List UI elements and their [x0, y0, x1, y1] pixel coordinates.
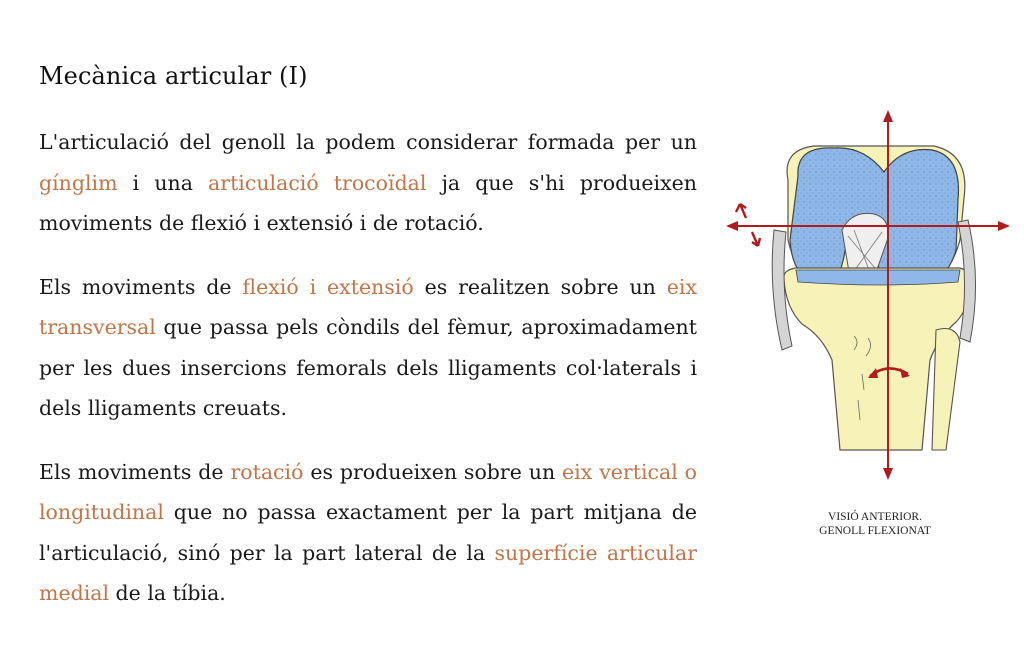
highlighted-term: rotació	[230, 459, 304, 484]
text-segment: i una	[117, 170, 209, 195]
highlighted-term: articulació trocoïdal	[208, 170, 427, 195]
text-segment: que passa pels còndils del fèmur, aproximadament per les dues insercions femorals dels lligaments col·laterals i dels lligaments creuats.	[39, 315, 697, 420]
flexion-arrow-down	[752, 232, 760, 246]
fibula-bone	[932, 329, 960, 451]
text-segment: ja que s'hi produeixen moviments de flexió i extensió i de rotació.	[39, 170, 697, 235]
figure-caption	[780, 510, 970, 538]
caption-line-1: VISIÓ ANTERIOR.	[828, 511, 922, 523]
paragraph-3	[39, 452, 697, 614]
text-segment: es realitzen sobre un	[413, 274, 667, 299]
flexion-arrow-up	[736, 204, 746, 218]
paragraph-2	[39, 267, 697, 429]
knee-joint-illustration	[724, 110, 1024, 480]
text-segment: que no passa exactament per la part mitjana de l'articulació, sinó per la part lateral de la	[39, 500, 697, 565]
text-segment: de la tíbia.	[109, 581, 226, 605]
highlighted-term: flexió i extensió	[242, 274, 414, 299]
highlighted-term: superfície articular medial	[39, 540, 698, 605]
text-segment: Els moviments de	[39, 459, 231, 484]
highlighted-term: eix vertical o longitudinal	[39, 459, 697, 524]
highlighted-term: gínglim	[39, 170, 118, 195]
text-segment: es produeixen sobre un	[303, 459, 563, 484]
page-title: Mecànica articular (I)	[39, 62, 308, 90]
highlighted-term: eix transversal	[39, 274, 698, 339]
body-text	[39, 122, 697, 637]
paragraph-1	[39, 122, 697, 244]
text-segment: Els moviments de	[39, 274, 243, 299]
caption-line-2: GENOLL FLEXIONAT	[819, 525, 931, 537]
text-segment: L'articulació del genoll la podem considerar formada per un	[39, 130, 697, 154]
